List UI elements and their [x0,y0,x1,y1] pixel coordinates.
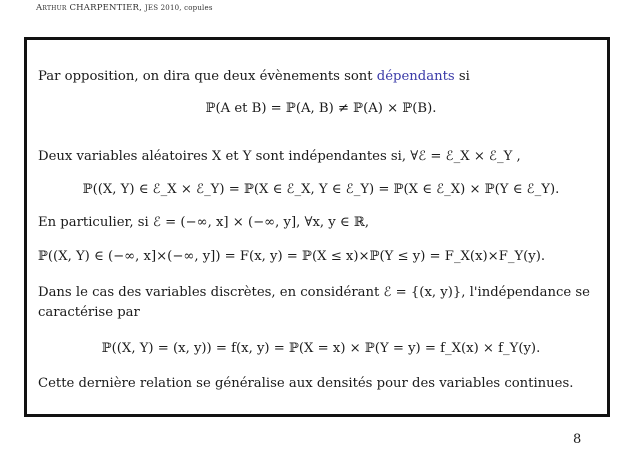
text-line-generalisation: Cette dernière relation se généralise aux densités pour des variables continues. [38,376,574,391]
text-fragment: si [454,69,470,84]
equation-3: ℙ((X, Y) ∈ (−∞, x]×(−∞, y]) = F(x, y) = ℙ(X ≤ x)×ℙ(Y ≤ y) = F_X(x)×F_Y(y). [38,249,546,264]
text-line-discrete: Dans le cas des variables discrètes, en considérant ℰ = {(x, y)}, l'indépendance se [38,285,590,300]
slide-header: Arthur CHARPENTIER, JES 2010, copules [36,3,213,13]
header-author: Arthur CHARPENTIER [36,3,140,13]
text-fragment: Par opposition, on dira que deux évènements sont [38,69,377,84]
equation-1: ℙ(A et B) = ℙ(A, B) ≠ ℙ(A) × ℙ(B). [205,101,437,116]
page-number: 8 [573,432,582,447]
text-line-opposition [38,68,470,86]
term-dependants: dépendants [376,69,455,84]
text-line-characterise: caractérise par [38,305,140,320]
equation-4: ℙ((X, Y) = (x, y)) = f(x, y) = ℙ(X = x) × ℙ(Y = y) = f_X(x) × f_Y(y). [101,341,541,356]
header-event: JES 2010, copules [144,4,213,12]
text-line-particular: En particulier, si ℰ = (−∞, x] × (−∞, y], ∀x, y ∈ ℝ, [38,215,370,230]
text-line-independence: Deux variables aléatoires X et Y sont indépendantes si, ∀ℰ = ℰ_X × ℰ_Y , [38,149,521,164]
equation-2: ℙ((X, Y) ∈ ℰ_X × ℰ_Y) = ℙ(X ∈ ℰ_X, Y ∈ ℰ_Y) = ℙ(X ∈ ℰ_X) × ℙ(Y ∈ ℰ_Y). [82,182,560,197]
